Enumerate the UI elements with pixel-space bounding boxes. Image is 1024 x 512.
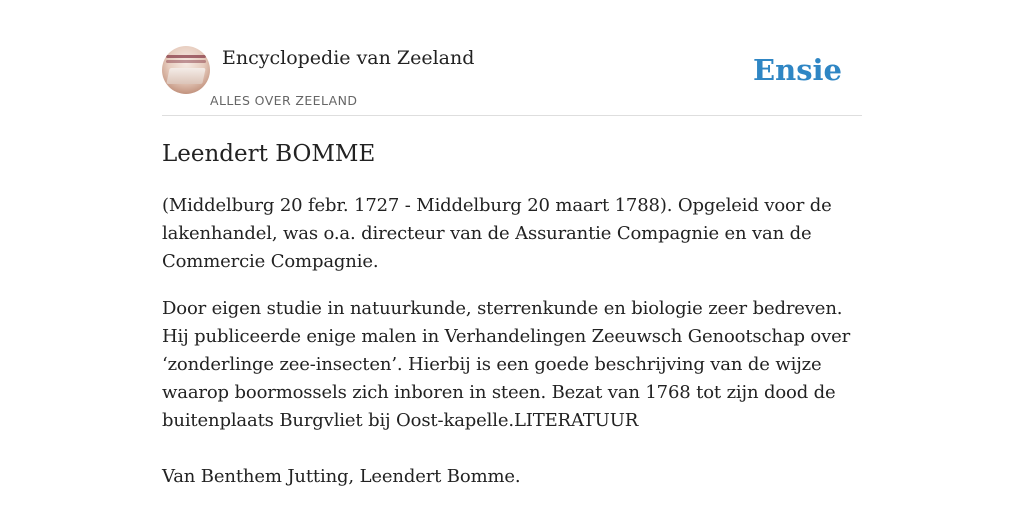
avatar-band <box>166 60 206 63</box>
site-avatar[interactable] <box>162 46 210 94</box>
site-header <box>162 44 862 116</box>
article-paragraph: Door eigen studie in natuurkunde, sterrenkunde en biologie zeer bedreven. Hij publiceerde enige malen in Verhandelingen Zeeuwsch Genootschap over ‘zonderlinge zee-insecten’. Hierbij is een goede beschrijving van de wijze waarop boormossels zich inboren in steen. Bezat van 1768 tot zijn dood de buitenplaats Burgvliet bij Oost-kapelle.LITERATUUR <box>162 298 851 431</box>
article <box>162 138 862 491</box>
avatar-band <box>166 55 206 58</box>
site-title[interactable]: Encyclopedie van Zeeland <box>222 47 475 69</box>
article-title: Leendert BOMME <box>162 141 376 167</box>
article-reference: Van Benthem Jutting, Leendert Bomme. <box>162 466 521 487</box>
avatar-image <box>166 68 205 84</box>
article-paragraph: (Middelburg 20 febr. 1727 - Middelburg 20 maart 1788). Opgeleid voor de lakenhandel, was o.a. directeur van de Assurantie Compagnie en van de Commercie Compagnie. <box>162 195 832 272</box>
ensie-logo[interactable]: Ensie <box>753 53 842 87</box>
site-subtitle: ALLES OVER ZEELAND <box>210 93 358 108</box>
